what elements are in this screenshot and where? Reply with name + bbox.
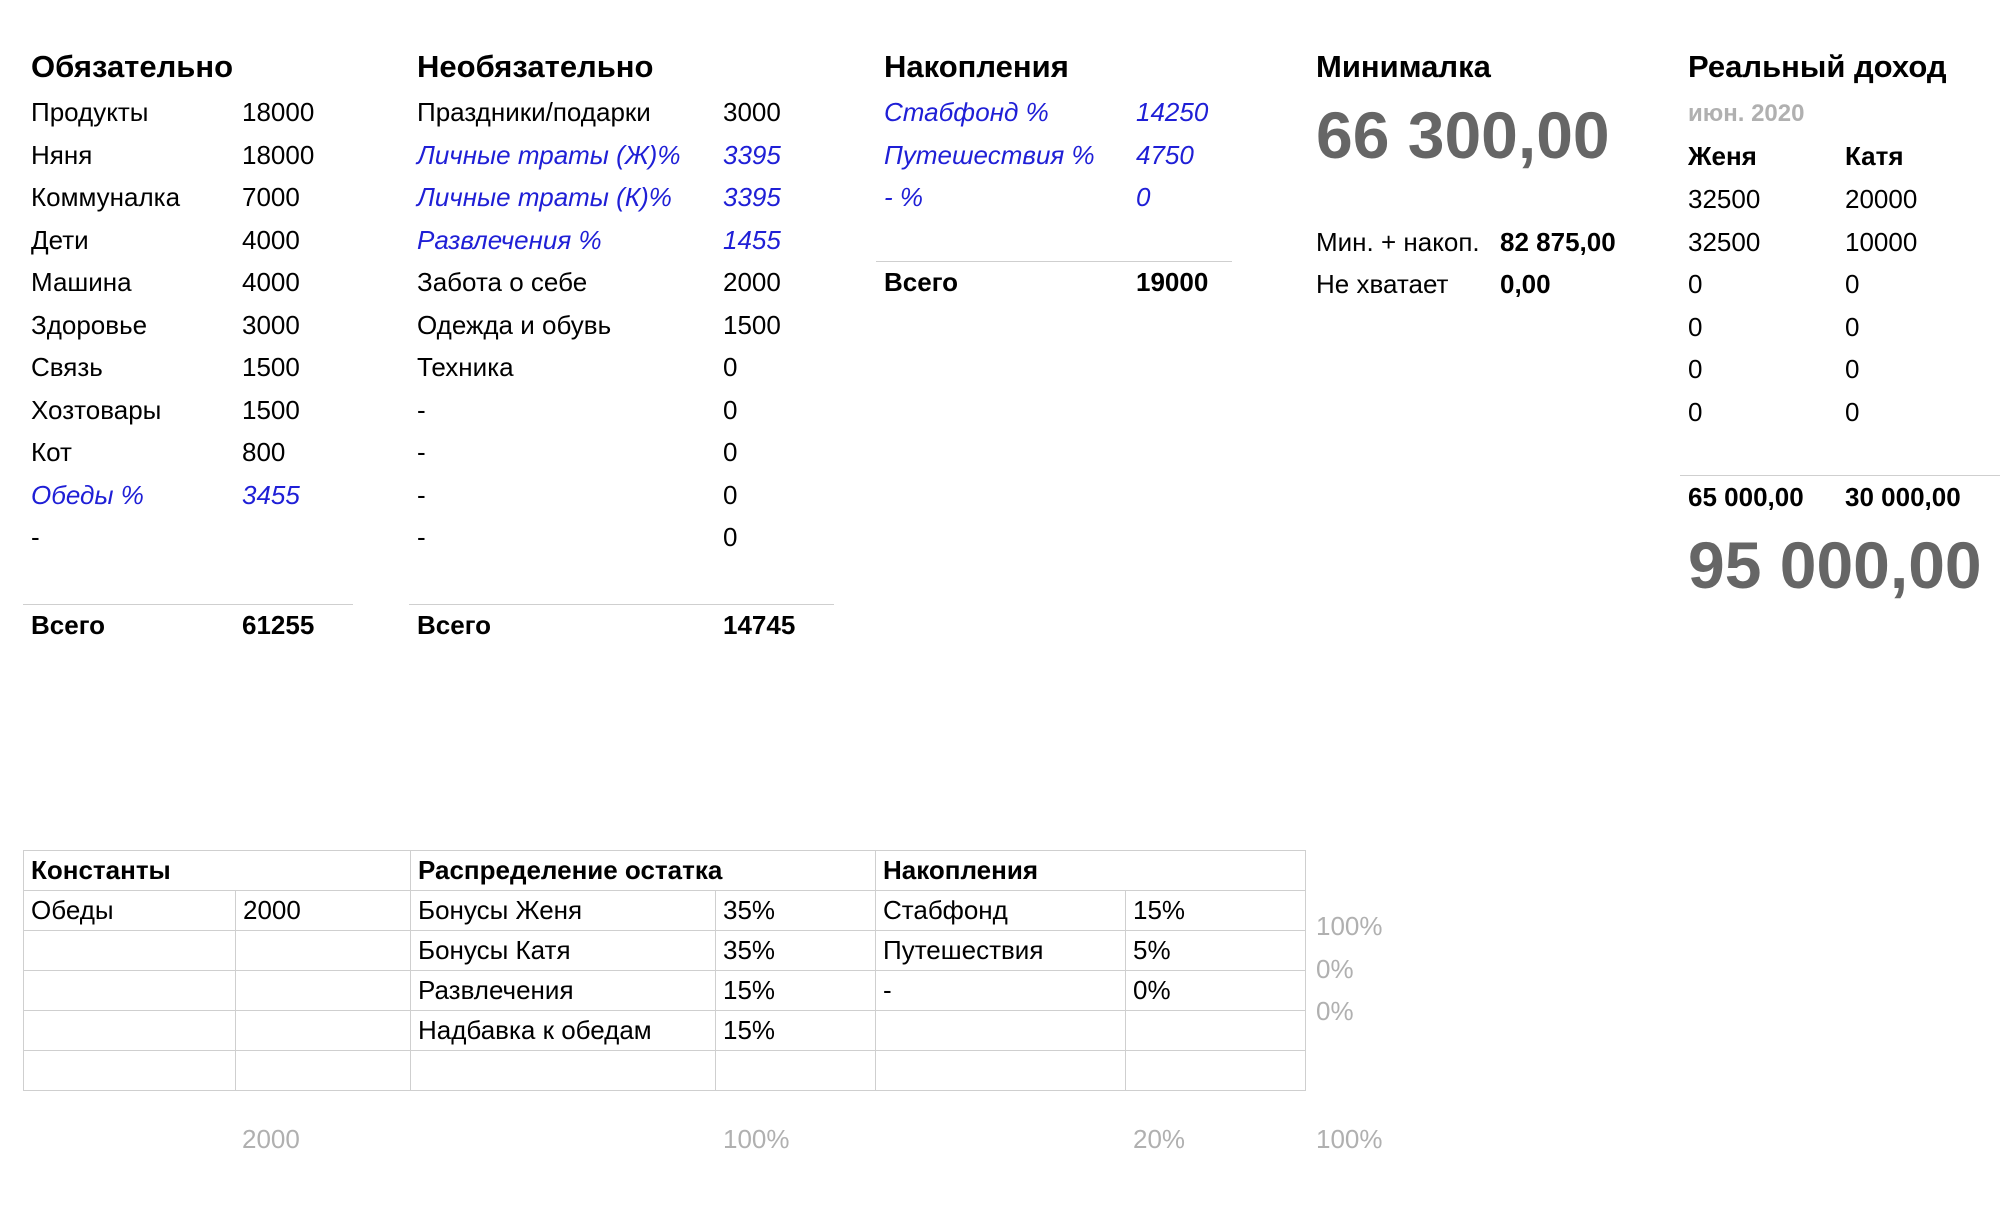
side-percent: 0% [1316,996,1354,1026]
savings-percent-cell[interactable]: 0% [1126,971,1306,1011]
optional-row-label[interactable]: Личные траты (К)% [417,182,672,212]
settings-row [24,931,1306,971]
mandatory-row-label[interactable]: Обеды % [31,479,144,510]
distribution-sum: 100% [723,1124,790,1154]
min-plus-label: Мин. + накоп. [1316,227,1480,257]
constant-value-cell[interactable] [236,1051,411,1091]
constant-value-cell[interactable] [236,1011,411,1051]
mandatory-row-label[interactable]: Машина [31,267,132,297]
mandatory-row-value[interactable]: 1500 [242,352,300,382]
optional-row-value[interactable]: 0 [723,479,738,510]
constants-sum: 2000 [242,1124,300,1154]
optional-row-value[interactable]: 0 [723,437,738,467]
distribution-name-cell[interactable] [411,1051,716,1091]
optional-total-value: 14745 [723,610,796,640]
income-grand-total: 95 000,00 [1688,528,1982,602]
income-col2-header: Катя [1845,141,1904,171]
mandatory-row-label[interactable]: Дети [31,224,89,255]
mandatory-row-label[interactable]: Кот [31,437,72,467]
optional-row-label[interactable]: Личные траты (Ж)% [417,139,681,170]
side-percent: 100% [1316,911,1383,941]
constant-name-cell[interactable]: Обеды [24,891,236,931]
constant-name-cell[interactable] [24,1051,236,1091]
mandatory-row-label[interactable]: Няня [31,139,93,170]
mandatory-row-value[interactable]: 1500 [242,394,300,425]
savings-name-cell[interactable]: - [876,971,1126,1011]
mandatory-row-label[interactable]: - [31,522,40,552]
mandatory-row-value[interactable]: 4000 [242,224,300,255]
mandatory-row-label[interactable]: Продукты [31,97,149,127]
settings-row [24,1011,1306,1051]
optional-row-label[interactable]: - [417,479,426,510]
mandatory-row-value[interactable]: 4000 [242,267,300,297]
savings-name-cell[interactable] [876,1051,1126,1091]
savings-percent-cell[interactable]: 15% [1126,891,1306,931]
minimum-title: Минималка [1316,49,1491,84]
optional-row-value[interactable]: 2000 [723,267,781,297]
optional-row-label[interactable]: Забота о себе [417,267,588,297]
optional-row-value[interactable]: 0 [723,352,738,382]
constant-value-cell[interactable]: 2000 [236,891,411,931]
constant-value-cell[interactable] [236,931,411,971]
minimum-big-value: 66 300,00 [1316,98,1610,172]
constant-name-cell[interactable] [24,1011,236,1051]
optional-title: Необязательно [417,49,654,84]
shortage-label: Не хватает [1316,269,1449,299]
optional-row-value[interactable]: 3395 [723,139,781,170]
savings-row-label[interactable]: - % [884,182,923,212]
optional-row-label[interactable]: Техника [417,352,514,382]
optional-row-label[interactable]: - [417,394,426,425]
min-plus-value: 82 875,00 [1500,227,1616,257]
income-cell[interactable]: 0 [1845,311,1860,342]
savings-sum: 20% [1133,1124,1186,1154]
savings-percent-cell[interactable]: 5% [1126,931,1306,971]
settings-table [23,850,1306,1091]
savings-total-value: 19000 [1136,267,1209,297]
optional-total-label: Всего [417,610,492,640]
income-divider [1680,475,2000,476]
shortage-value: 0,00 [1500,269,1551,299]
distribution-percent-cell[interactable]: 15% [716,1011,876,1051]
optional-row-label[interactable]: - [417,437,426,467]
settings-row [24,891,1306,931]
mandatory-row-value[interactable]: 800 [242,437,286,467]
income-cell[interactable]: 0 [1688,311,1703,342]
savings-row-label[interactable]: Стабфонд % [884,97,1049,127]
savings-row-label[interactable]: Путешествия % [884,139,1095,170]
distribution-name-cell[interactable]: Бонусы Катя [411,931,716,971]
optional-row-value[interactable]: 0 [723,394,738,425]
overall-sum: 100% [1316,1124,1383,1154]
optional-row-label[interactable]: Развлечения % [417,224,602,255]
mandatory-total-label: Всего [31,610,106,640]
mandatory-row-value[interactable]: 18000 [242,139,315,170]
income-total-1: 65 000,00 [1688,482,1804,512]
mandatory-row-value[interactable]: 3000 [242,309,300,340]
income-cell[interactable]: 0 [1688,354,1703,384]
income-col1-header: Женя [1688,141,1757,171]
distribution-header[interactable]: Распределение остатка [411,851,876,891]
distribution-name-cell[interactable]: Бонусы Женя [411,891,716,931]
mandatory-total-value: 61255 [242,610,315,640]
income-cell[interactable]: 0 [1845,396,1860,427]
income-cell[interactable]: 0 [1688,269,1703,299]
savings-name-cell[interactable]: Путешествия [876,931,1126,971]
income-title: Реальный доход [1688,49,1947,84]
constant-name-cell[interactable] [24,931,236,971]
side-percent: 0% [1316,953,1354,984]
optional-row-value[interactable]: 3000 [723,97,781,127]
mandatory-row-label[interactable]: Здоровье [31,309,148,340]
savings-percent-cell[interactable] [1126,1011,1306,1051]
savings-row-value[interactable]: 0 [1136,182,1151,212]
savings-row-value[interactable]: 4750 [1136,139,1194,170]
savings-total-label: Всего [884,267,959,297]
income-cell[interactable]: 32500 [1688,226,1761,257]
distribution-percent-cell[interactable]: 35% [716,891,876,931]
mandatory-row-value[interactable]: 3455 [242,479,300,510]
distribution-percent-cell[interactable] [716,1051,876,1091]
distribution-percent-cell[interactable]: 15% [716,971,876,1011]
settings-row [24,1051,1306,1091]
savings-name-cell[interactable] [876,1011,1126,1051]
savings-settings-header[interactable]: Накопления [876,851,1306,891]
mandatory-row-value[interactable]: 7000 [242,182,300,212]
optional-row-value[interactable]: 0 [723,522,738,552]
optional-row-value[interactable]: 1455 [723,224,781,255]
distribution-percent-cell[interactable]: 35% [716,931,876,971]
income-cell[interactable]: 10000 [1845,226,1918,257]
distribution-name-cell[interactable]: Надбавка к обедам [411,1011,716,1051]
optional-row-value[interactable]: 3395 [723,182,781,212]
constant-name-cell[interactable] [24,971,236,1011]
savings-row-value[interactable]: 14250 [1136,97,1209,127]
savings-divider [876,261,1232,262]
distribution-name-cell[interactable]: Развлечения [411,971,716,1011]
savings-name-cell[interactable]: Стабфонд [876,891,1126,931]
income-cell[interactable]: 0 [1845,269,1860,299]
income-cell[interactable]: 0 [1845,354,1860,384]
mandatory-row-label[interactable]: Связь [31,352,103,382]
optional-row-value[interactable]: 1500 [723,309,781,340]
constant-value-cell[interactable] [236,971,411,1011]
income-cell[interactable]: 0 [1688,396,1703,427]
settings-header-row [24,851,1306,891]
income-total-2: 30 000,00 [1845,482,1961,512]
income-cell[interactable]: 32500 [1688,184,1761,214]
constants-header[interactable]: Константы [24,851,411,891]
mandatory-row-value[interactable]: 18000 [242,97,315,127]
income-date: июн. 2020 [1688,100,1805,127]
mandatory-row-label[interactable]: Коммуналка [31,182,181,212]
savings-percent-cell[interactable] [1126,1051,1306,1091]
settings-row [24,971,1306,1011]
savings-title: Накопления [884,49,1069,84]
income-cell[interactable]: 20000 [1845,184,1918,214]
optional-row-label[interactable]: Одежда и обувь [417,309,612,340]
mandatory-row-label[interactable]: Хозтовары [31,394,162,425]
optional-divider [409,604,834,605]
mandatory-divider [23,604,353,605]
optional-row-label[interactable]: Праздники/подарки [417,97,651,127]
mandatory-title: Обязательно [31,49,234,84]
optional-row-label[interactable]: - [417,522,426,552]
